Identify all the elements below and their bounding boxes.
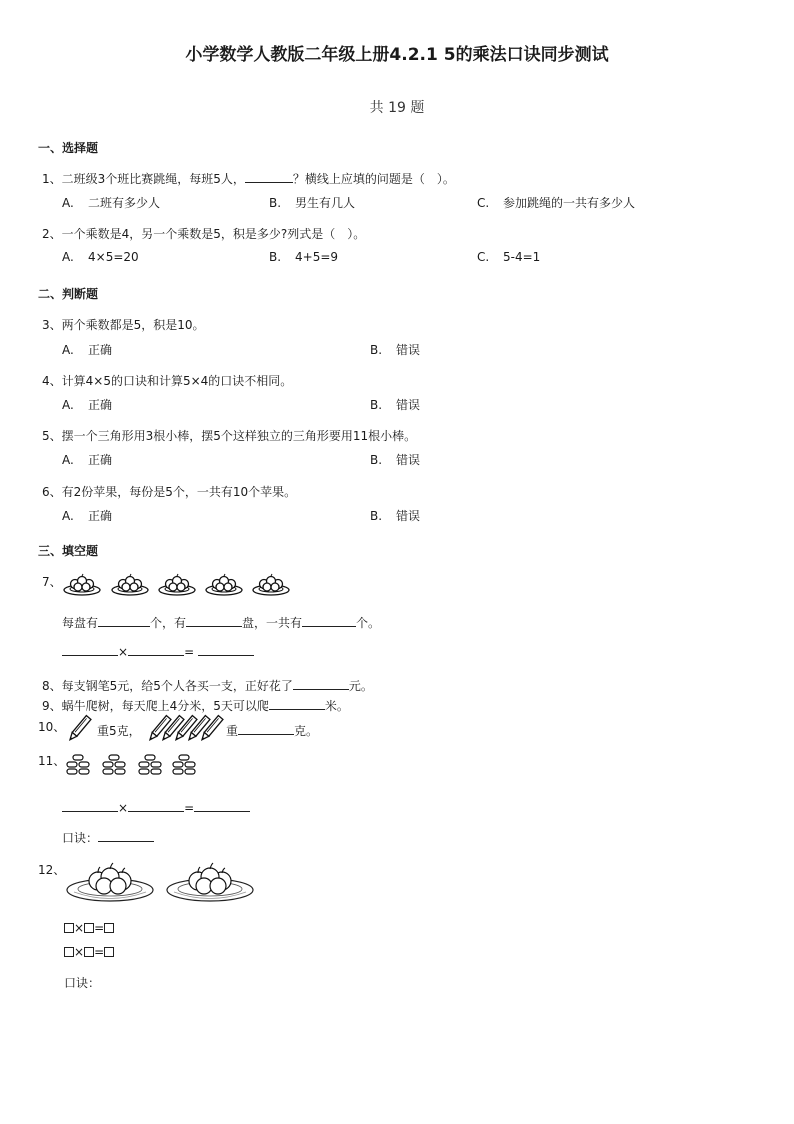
apple-plate-icon (159, 574, 195, 595)
q11-equation: × = (62, 801, 250, 815)
cookie-stack-icon (103, 755, 125, 774)
q12-equation-1: × = (64, 921, 114, 935)
q7-eq-blank-3[interactable] (198, 645, 254, 656)
q12-box[interactable] (84, 923, 94, 933)
q12-box[interactable] (104, 947, 114, 957)
apple-plate-icon (253, 574, 289, 595)
question-5: 5、摆一个三角形用3根小棒，摆5个这样独立的三角形要用11根小棒。 (42, 429, 417, 443)
q1-number: 1、 (42, 172, 62, 186)
q4-option-a[interactable]: A. 正确 (62, 398, 113, 412)
section-choice: 一、选择题 (38, 141, 99, 155)
q12-box[interactable] (84, 947, 94, 957)
q11-eq-blank-3[interactable] (194, 801, 250, 812)
q11-eq-blank-2[interactable] (128, 801, 184, 812)
q2-option-a[interactable]: A. 4×5=20 (62, 250, 139, 264)
q12-number: 12、 (38, 863, 66, 877)
q4-option-b[interactable]: B. 错误 (370, 398, 421, 412)
q8-blank[interactable] (293, 679, 349, 690)
q10-blank[interactable] (238, 724, 294, 735)
q10-question: 重 克。 (226, 724, 319, 738)
q10-pencil-weight: 重5克， (97, 724, 141, 738)
apple-plate-icon (206, 574, 242, 595)
question-2 (42, 225, 365, 242)
q5-option-a[interactable]: A. 正确 (62, 453, 113, 467)
q3-option-b[interactable]: B. 错误 (370, 343, 421, 357)
apple-plates-2-illustration (64, 858, 260, 908)
five-pencils-illustration (144, 712, 224, 746)
q7-equation: × = (62, 645, 254, 659)
q7-blank-2[interactable] (186, 616, 242, 627)
q6-option-a[interactable]: A. 正确 (62, 509, 113, 523)
q1-option-c[interactable]: C. 参加跳绳的一共有多少人 (477, 196, 636, 210)
question-6: 6、有2份苹果，每份是5个，一共有10个苹果。 (42, 485, 297, 499)
question-8: 8、每支钢笔5元，给5个人各买一支，正好花了 元。 (42, 679, 373, 693)
q1-blank[interactable] (245, 172, 293, 183)
apple-plate-icon (67, 863, 153, 901)
q7-sentence: 每盘有 个，有 盘，一共有 个。 (62, 616, 381, 630)
q5-option-b[interactable]: B. 错误 (370, 453, 421, 467)
q1-text-pre: 二班级3个班比赛跳绳，每班5人， (61, 172, 245, 186)
q12-equation-2: × = (64, 945, 114, 959)
cookie-stacks-illustration (64, 752, 204, 782)
q2-option-b[interactable]: B. 4+5=9 (269, 250, 339, 264)
cookie-stack-icon (139, 755, 161, 774)
section-fill-blank: 三、填空题 (38, 544, 99, 558)
apple-plate-icon (167, 863, 253, 901)
section-true-false: 二、判断题 (38, 287, 99, 301)
cookie-stack-icon (173, 755, 195, 774)
q11-number: 11、 (38, 754, 66, 768)
q2-text: 一个乘数是4，另一个乘数是5，积是多少?列式是（ ）。 (61, 227, 366, 241)
q1-text-post: ？横线上应填的问题是（ ）。 (292, 172, 455, 186)
q1-option-a[interactable]: A. 二班有多少人 (62, 196, 161, 210)
q12-box[interactable] (64, 923, 74, 933)
q9-blank[interactable] (269, 699, 325, 710)
q12-box[interactable] (104, 923, 114, 933)
q11-eq-blank-1[interactable] (62, 801, 118, 812)
q2-number: 2、 (42, 227, 62, 241)
q3-option-a[interactable]: A. 正确 (62, 343, 113, 357)
q2-option-c[interactable]: C. 5-4=1 (477, 250, 541, 264)
apple-plate-icon (112, 574, 148, 595)
page-title: 小学数学人教版二年级上册4.2.1 5的乘法口诀同步测试 (185, 45, 609, 65)
pencil-icon (64, 712, 94, 746)
cookie-stack-icon (67, 755, 89, 774)
q7-number: 7、 (42, 575, 62, 589)
question-1 (42, 170, 455, 187)
question-count: 共 19 题 (369, 100, 425, 116)
q11-rhyme: 口诀： (62, 829, 154, 846)
q7-eq-blank-1[interactable] (62, 645, 118, 656)
q7-eq-blank-2[interactable] (128, 645, 184, 656)
question-4: 4、计算4×5的口诀和计算5×4的口诀不相同。 (42, 374, 293, 388)
apple-plates-illustration (62, 570, 302, 600)
q7-blank-1[interactable] (98, 616, 150, 627)
apple-plate-icon (64, 574, 100, 595)
q12-box[interactable] (64, 947, 74, 957)
q1-option-b[interactable]: B. 男生有几人 (269, 196, 356, 210)
question-9: 9、蜗牛爬树，每天爬上4分米，5天可以爬 米。 (42, 699, 349, 713)
q10-number: 10、 (38, 720, 66, 734)
q11-rhyme-blank[interactable] (98, 831, 154, 842)
q7-blank-3[interactable] (302, 616, 356, 627)
question-3: 3、两个乘数都是5，积是10。 (42, 318, 205, 332)
q6-option-b[interactable]: B. 错误 (370, 509, 421, 523)
q12-rhyme: 口诀： (64, 976, 101, 990)
